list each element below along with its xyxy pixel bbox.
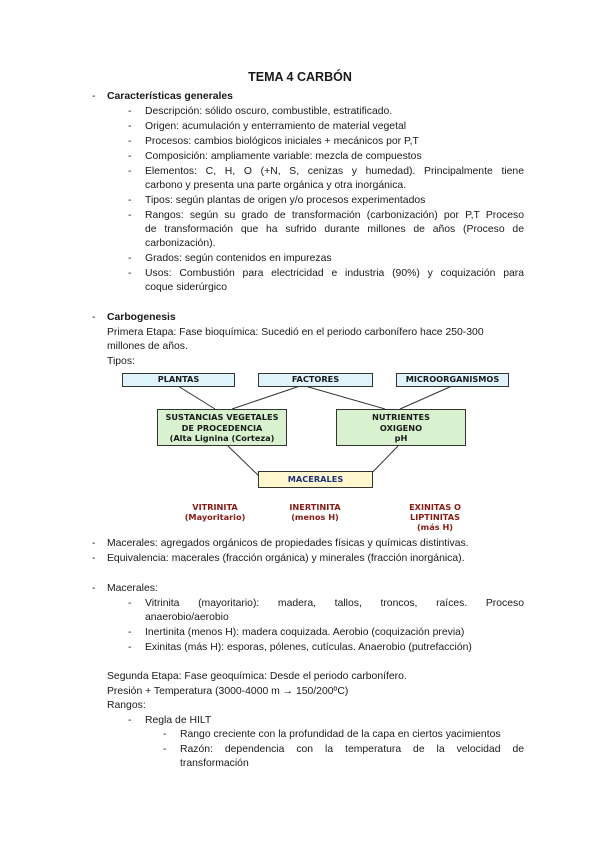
list-item-tipos: Tipos: según plantas de origen y/o procesos experimentados <box>145 195 426 206</box>
list-item-grados: Grados: según contenidos en impurezas <box>145 253 332 264</box>
rangos-label: Rangos: <box>107 700 146 711</box>
diagram-box-nutrientes: NUTRIENTES OXIGENO pH <box>336 409 466 446</box>
primera-etapa-line: Primera Etapa: Fase bioquímica: Sucedió en el periodo carbonífero hace 250-300 <box>107 327 484 338</box>
diagram-box-plantas: PLANTAS <box>122 373 235 387</box>
bullet-dash: - <box>128 136 132 147</box>
bullet-dash: - <box>163 744 167 755</box>
list-item-equivalencia: Equivalencia: macerales (fracción orgánica) y minerales (fracción inorgánica). <box>107 553 465 564</box>
bullet-dash: - <box>128 715 132 726</box>
bullet-dash: - <box>128 210 132 221</box>
bullet-dash: - <box>128 627 132 638</box>
bullet-dash: - <box>92 553 96 564</box>
section-heading-carbogenesis: Carbogenesis <box>107 312 176 323</box>
list-item-vitrinita-cont: anaerobio/aerobio <box>145 612 229 623</box>
list-item-elementos: Elementos: C, H, O (+N, S, cenizas y humedad). Principalmente tiene <box>145 166 524 177</box>
list-item-usos-cont: coque siderúrgico <box>145 282 228 293</box>
bullet-dash: - <box>92 583 96 594</box>
diagram-label-exinitas: EXINITAS O LIPTINITAS (más H) <box>409 502 461 532</box>
page-title: TEMA 4 CARBÓN <box>248 70 352 84</box>
bullet-dash: - <box>128 598 132 609</box>
list-item-rangos-cont: de transformación que ha sufrido durante millones de años (Proceso de <box>145 224 524 235</box>
bullet-dash: - <box>128 151 132 162</box>
bullet-dash: - <box>92 91 96 102</box>
list-item-origen: Origen: acumulación y enterramiento de material vegetal <box>145 121 407 132</box>
list-item-elementos-cont: carbono y presenta una parte orgánica y otra inorgánica. <box>145 180 407 191</box>
primera-etapa-line-cont: millones de años. <box>107 341 188 352</box>
diagram-label-vitrinita: VITRINITA (Mayoritario) <box>184 502 246 522</box>
list-item-vitrinita: Vitrinita (mayoritario): madera, tallos, troncos, raíces. Proceso <box>145 598 524 609</box>
segunda-etapa-line: Segunda Etapa: Fase geoquímica: Desde el periodo carbonífero. <box>107 671 407 682</box>
diagram-box-microorganismos: MICROORGANISMOS <box>396 373 509 387</box>
bullet-dash: - <box>128 121 132 132</box>
list-item-rangos: Rangos: según su grado de transformación (carbonización) por P,T Proceso <box>145 210 524 221</box>
list-item-hilt-rango: Rango creciente con la profundidad de la capa en ciertos yacimientos <box>180 729 501 740</box>
list-item-hilt-razon: Razón: dependencia con la temperatura de la velocidad de <box>180 744 524 755</box>
list-item-inertinita: Inertinita (menos H): madera coquizada. Aerobio (coquización previa) <box>145 627 465 638</box>
bullet-dash: - <box>92 538 96 549</box>
section-heading-macerales: Macerales: <box>107 583 158 594</box>
diagram-box-factores: FACTORES <box>258 373 373 387</box>
list-item-exinitas: Exinitas (más H): esporas, pólenes, cutículas. Anaerobio (putrefacción) <box>145 642 472 653</box>
bullet-dash: - <box>128 268 132 279</box>
presion-temperatura-line: Presión + Temperatura (3000-4000 m → 150/200ºC) <box>107 686 349 697</box>
diagram-box-macerales: MACERALES <box>258 471 373 488</box>
list-item-hilt-razon-cont: transformación <box>180 758 249 769</box>
list-item-composicion: Composición: ampliamente variable: mezcla de compuestos <box>145 151 422 162</box>
bullet-dash: - <box>92 312 96 323</box>
section-heading-caracteristicas: Características generales <box>107 91 233 102</box>
list-item-descripcion: Descripción: sólido oscuro, combustible, estratificado. <box>145 106 393 117</box>
bullet-dash: - <box>128 166 132 177</box>
bullet-dash: - <box>128 195 132 206</box>
tipos-label: Tipos: <box>107 356 135 367</box>
list-item-procesos: Procesos: cambios biológicos iniciales + mecánicos por P,T <box>145 136 419 147</box>
bullet-dash: - <box>128 642 132 653</box>
list-item-usos: Usos: Combustión para electricidad e industria (90%) y coquización para <box>145 268 524 279</box>
diagram-label-inertinita: INERTINITA (menos H) <box>289 502 341 522</box>
diagram-box-sustancias: SUSTANCIAS VEGETALES DE PROCEDENCIA (Alta Lignina (Corteza) <box>157 409 287 446</box>
bullet-dash: - <box>128 106 132 117</box>
bullet-dash: - <box>128 253 132 264</box>
list-item-hilt: Regla de HILT <box>145 715 212 726</box>
bullet-dash: - <box>163 729 167 740</box>
list-item-rangos-cont2: carbonización). <box>145 238 216 249</box>
list-item-macerales-def: Macerales: agregados orgánicos de propiedades físicas y químicas distintivas. <box>107 538 469 549</box>
